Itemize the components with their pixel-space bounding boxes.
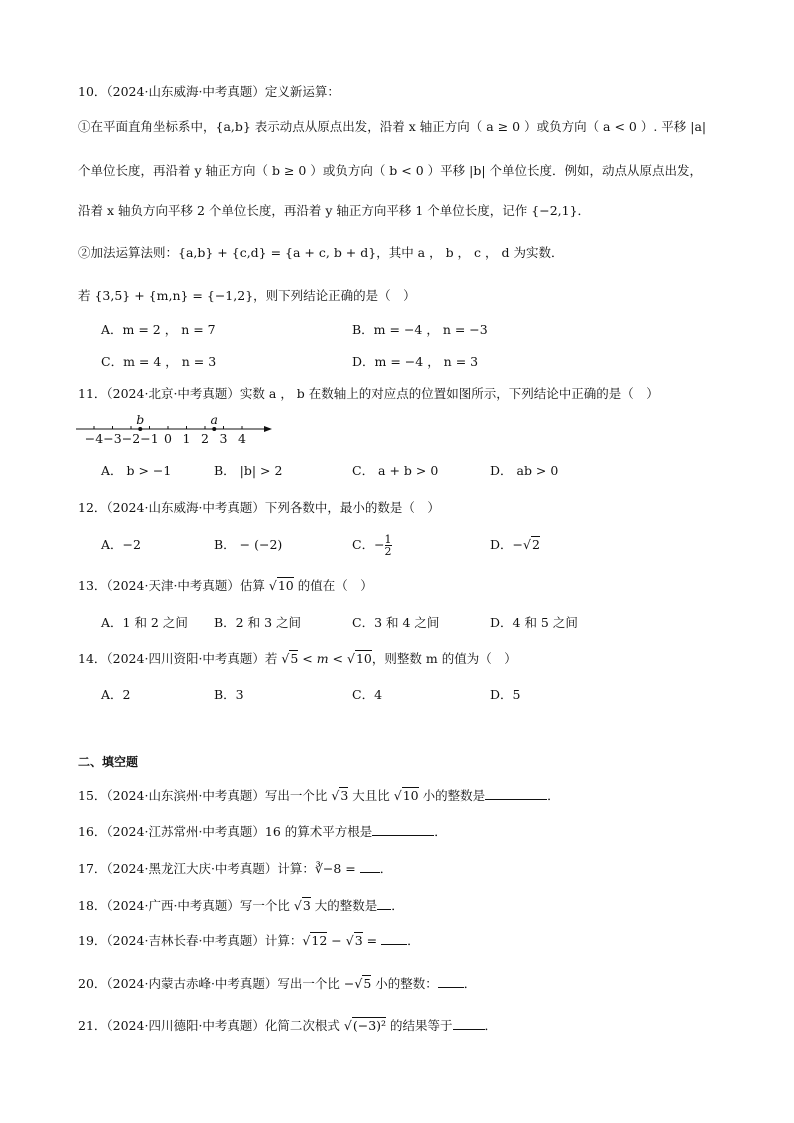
fraction-numerator: 1 [384,533,392,546]
q15-suffix: 小的整数是 [418,788,486,803]
q15-end: ． [547,788,560,803]
q21-end: ． [484,1018,498,1033]
q20-answer-blank[interactable] [438,975,464,988]
q12-option-a[interactable]: A．−2 [101,537,141,552]
q10-paragraph-1: ①在平面直角坐标系中，{a,b} 表示动点从原点出发，沿着 x 轴正方向（ a ≥ 0 ）或负方向（ a < 0 ）. 平移 |a| [78,119,707,134]
q21 [78,1017,497,1035]
q19 [78,932,420,950]
number-line-points [136,412,218,431]
q11-option-c[interactable]: C． a + b > 0 [352,463,439,478]
q20-end: ． [463,976,477,991]
q11-option-a[interactable]: A． b > −1 [101,463,172,478]
number-line-tick-label: −2 [121,431,141,446]
q10-stem: 若 {3,5} + {m,n} = {−1,2}，则下列结论正确的是（ ） [78,288,416,303]
q19-answer-blank[interactable] [381,932,407,945]
q10-option-c[interactable]: C．m = 4 ， n = 3 [101,354,217,369]
q18-end: ． [391,898,404,913]
q10-option-b[interactable]: B．m = −4 ， n = −3 [352,322,488,337]
q10-option-d[interactable]: D．m = −4 ， n = 3 [352,354,479,369]
q16-end: ． [434,824,447,839]
q17-equals: = [341,861,360,876]
sqrt-symbol-icon: √ [354,976,363,991]
number-line-tick-label: 3 [219,431,228,446]
q15-radicand-2: 10 [402,788,419,803]
sqrt-symbol-icon: √ [523,537,531,552]
q14-radicand-1: 5 [290,651,299,666]
q21-suffix: 的结果等于 [386,1018,453,1033]
q17-cube-root: ∛−8 [314,861,342,876]
q16-prefix: 16．（2024·江苏常州·中考真题）16 的算术平方根是 [78,824,373,839]
number-line-tick-label: −3 [103,431,122,446]
sqrt-symbol-icon: √ [393,788,402,803]
q15 [78,787,560,805]
q14-option-b[interactable]: B．3 [214,687,244,702]
number-line-point-a [212,427,216,431]
number-line-point-b [138,427,142,431]
q19-end: ． [407,933,420,948]
q12-header: 12．（2024·山东威海·中考真题）下列各数中，最小的数是（ ） [78,500,440,515]
q18-prefix: 18．（2024·广西·中考真题）写一个比 [78,898,294,913]
q13-option-c[interactable]: C．3 和 4 之间 [352,615,440,630]
q13-option-d[interactable]: D．4 和 5 之间 [490,615,578,630]
number-line-tick-label: 2 [201,431,209,446]
q19-equals: = [362,933,382,948]
q18-answer-blank[interactable] [377,897,391,910]
q18-radicand: 3 [302,898,311,913]
q14-option-c[interactable]: C．4 [352,687,383,702]
q17-answer-blank[interactable] [360,860,380,873]
q17 [78,860,392,878]
q10-paragraph-2: 个单位长度，再沿着 y 轴正方向（ b ≥ 0 ）或负方向（ b < 0 ）平移 |b| 个单位长度．例如，动点从原点出发， [78,163,703,178]
q10-paragraph-4: ②加法运算法则：{a,b} + {c,d} = {a + c, b + d}，其中 a ， b ， c ， d 为实数． [78,245,564,260]
q18 [78,897,404,915]
number-line-tick-label: 0 [164,431,172,446]
q12-option-c-fraction [385,534,392,557]
q10-header: 10．（2024·山东威海·中考真题）定义新运算： [78,84,340,99]
section-title-fill-in: 二、填空题 [78,755,139,769]
q12-option-d-radicand: 2 [531,537,540,552]
q13-radicand: 10 [277,578,294,593]
q17-prefix: 17．（2024·黑龙江大庆·中考真题）计算： [78,861,315,876]
q19-minus: − [327,933,346,948]
q21-radicand: (−3)² [352,1018,387,1033]
fraction-denominator: 2 [384,545,392,558]
q19-radicand-2: 3 [354,933,363,948]
number-line-point-label-a: a [210,412,218,427]
q12-option-c-prefix: C．− [352,537,385,552]
q14-option-a[interactable]: A．2 [101,687,131,702]
q16 [78,823,447,841]
q11-option-b[interactable]: B． |b| > 2 [214,463,283,478]
q20-prefix: 20．（2024·内蒙古赤峰·中考真题）写出一个比 − [78,976,355,991]
number-line-tick-label: 1 [182,431,191,446]
q12-option-c[interactable] [352,530,392,560]
q16-answer-blank[interactable] [372,823,434,836]
number-line-tick-label: 4 [238,431,246,446]
q13-option-a[interactable]: A．1 和 2 之间 [101,615,188,630]
q15-prefix: 15．（2024·山东滨州·中考真题）写出一个比 [78,788,332,803]
q14-header-suffix: ，则整数 m 的值为（ ） [371,651,517,666]
q21-answer-blank[interactable] [453,1017,485,1030]
sqrt-symbol-icon: √ [268,578,277,593]
q10-paragraph-3: 沿着 x 轴负方向平移 2 个单位长度，再沿着 y 轴正方向平移 1 个单位长度，记作 {−2,1}． [78,203,591,218]
q21-prefix: 21．（2024·四川德阳·中考真题）化简二次根式 [78,1018,344,1033]
q20-radicand: 5 [363,976,372,991]
sqrt-symbol-icon: √ [281,651,290,666]
number-line-point-label-b: b [136,412,145,427]
sqrt-symbol-icon: √ [347,651,355,666]
q19-radicand-1: 12 [311,933,328,948]
q10-option-a[interactable]: A．m = 2 ， n = 7 [101,322,216,337]
q14-option-d[interactable]: D．5 [490,687,521,702]
q15-answer-blank[interactable] [485,787,547,800]
q15-radicand-1: 3 [340,788,349,803]
q15-middle: 大且比 [348,788,394,803]
q14-header-prefix: 14．（2024·四川资阳·中考真题）若 [78,651,282,666]
q12-option-d[interactable] [490,536,540,554]
q13-header-prefix: 13．（2024·天津·中考真题）估算 [78,578,269,593]
q14-inequality: < m < [298,651,348,666]
q12-option-d-prefix: D．− [490,537,523,552]
q12-option-b[interactable]: B． − (−2) [214,537,283,552]
q14-header [78,650,517,668]
number-line-arrow [264,426,272,432]
q17-end: ． [379,861,393,876]
sqrt-symbol-icon: √ [345,933,354,948]
q13-option-b[interactable]: B．2 和 3 之间 [214,615,302,630]
q11-header: 11．（2024·北京·中考真题）实数 a ， b 在数轴上的对应点的位置如图所示，下列结论中正确的是（ ） [78,386,659,401]
sqrt-symbol-icon: √ [343,1018,352,1033]
q11-option-d[interactable]: D． ab > 0 [490,463,559,478]
q13-header-suffix: 的值在（ ） [293,578,373,593]
sqrt-symbol-icon: √ [331,788,340,803]
q20-suffix: 小的整数： [371,976,438,991]
q13-header [78,577,373,595]
q20 [78,975,476,993]
q14-radicand-2: 10 [355,651,372,666]
sqrt-symbol-icon: √ [302,933,311,948]
q18-suffix: 大的整数是 [310,898,378,913]
number-line-tick-label: −4 [84,431,104,446]
number-line-tick-label: −1 [140,431,159,446]
sqrt-symbol-icon: √ [293,898,302,913]
number-line-figure [74,410,274,446]
q19-prefix: 19．（2024·吉林长春·中考真题）计算： [78,933,303,948]
